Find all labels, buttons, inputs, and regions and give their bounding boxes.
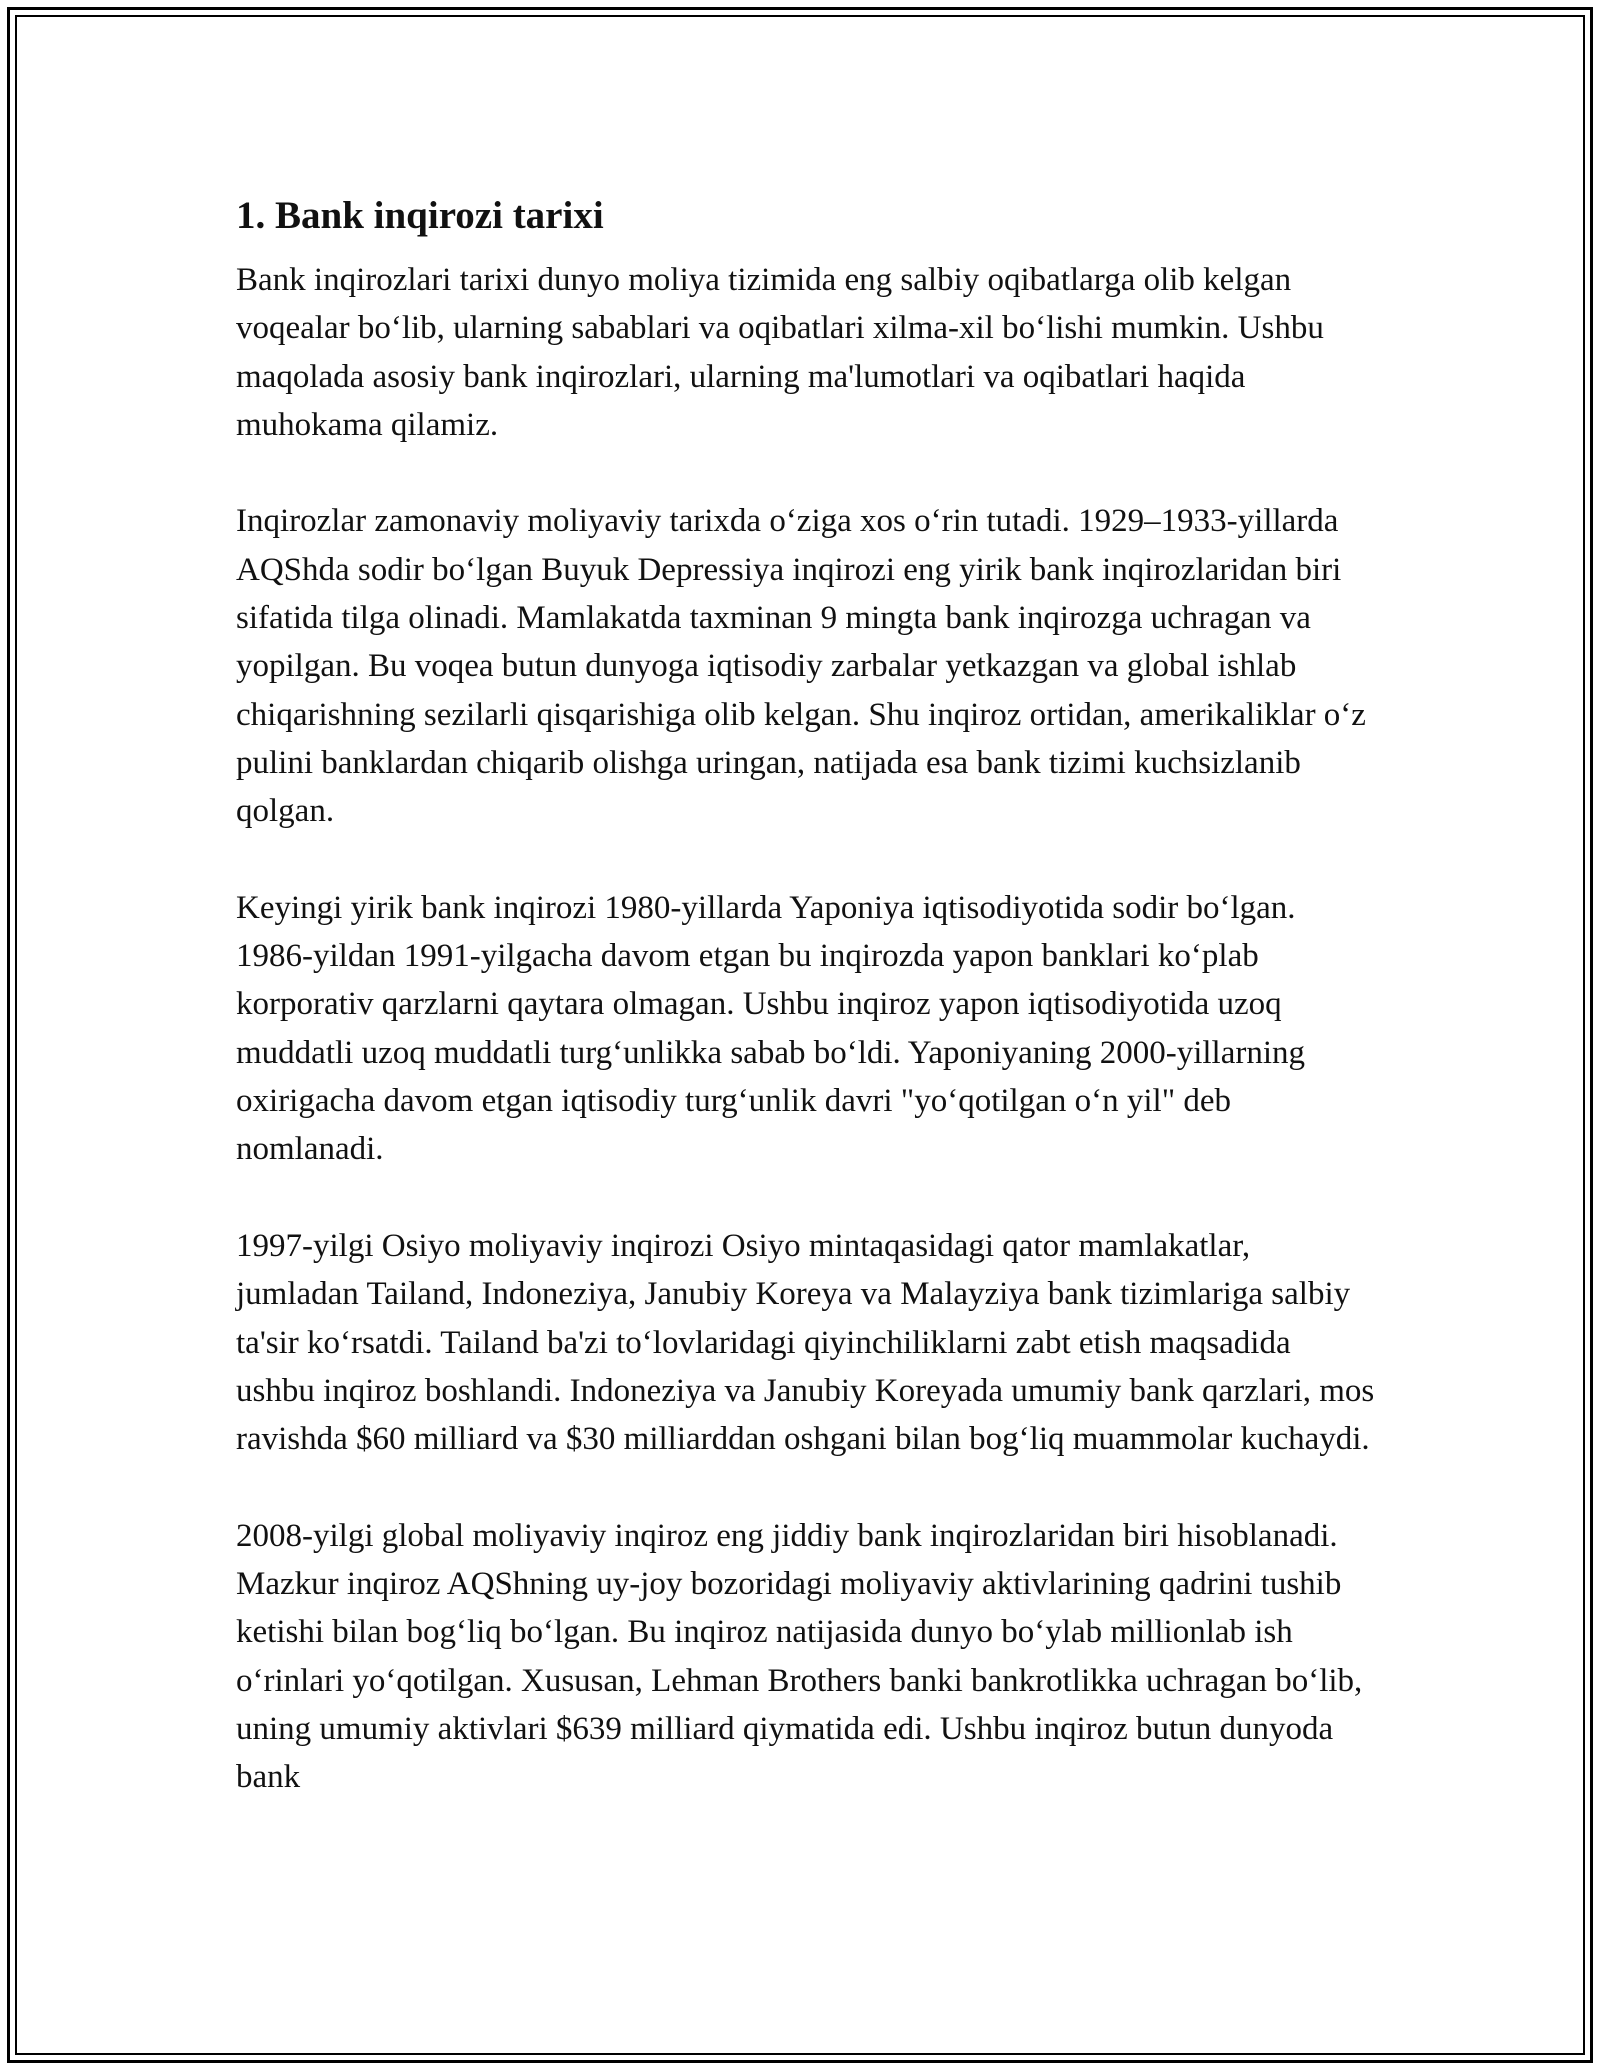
paragraph-great-depression: Inqirozlar zamonaviy moliyaviy tarixda o‘ziga xos o‘rin tutadi. 1929–1933-yillarda AQShda sodir bo‘lgan Buyuk Depressiya inqirozi eng yirik bank inqirozlaridan biri sifatida tilga olinadi. Mamlakatda taxminan 9 mingta bank inqirozga uchragan va yopilgan. Bu voqea butun dunyoga iqtisodiy zarbalar yetkazgan va global ishlab chiqarishning sezilarli qisqarishiga olib kelgan. Shu inqiroz ortidan, amerikaliklar o‘z pulini banklardan chiqarib olishga uringan, natijada esa bank tizimi kuchsizlanib qolgan. <box>236 503 1366 830</box>
paragraph-global-crisis-2008: 2008-yilgi global moliyaviy inqiroz eng jiddiy bank inqirozlaridan biri hisoblanadi. Mazkur inqiroz AQShning uy-joy bozoridagi moliyaviy aktivlarining qadrini tushib ketishi bilan bog‘liq bo‘lgan. Bu inqiroz natijasida dunyo bo‘ylab millionlab ish o‘rinlari yo‘qotilgan. Xususan, Lehman Brothers banki bankrotlikka uchragan bo‘lib, uning umumiy aktivlari $639 milliard qiymatida edi. Ushbu inqiroz butun dunyoda bank <box>236 1517 1363 1796</box>
paragraph-asian-crisis: 1997-yilgi Osiyo moliyaviy inqirozi Osiyo mintaqasidagi qator mamlakatlar, jumladan Tailand, Indoneziya, Janubiy Koreya va Malayziya bank tizimlariga salbiy ta'sir ko‘rsatdi. Tailand ba'zi to‘lovlaridagi qiyinchiliklarni zabt etish maqsadida ushbu inqiroz boshlandi. Indoneziya va Janubiy Koreyada umumiy bank qarzlari, mos ravishda $60 milliard va $30 milliarddan oshgani bilan bog‘liq muammolar kuchaydi. <box>236 1227 1375 1458</box>
section-heading: 1. Bank inqirozi tarixi <box>236 194 604 237</box>
paragraph-intro: Bank inqirozlari tarixi dunyo moliya tizimida eng salbiy oqibatlarga olib kelgan voqealar bo‘lib, ularning sabablari va oqibatlari xilma-xil bo‘lishi mumkin. Ushbu maqolada asosiy bank inqirozlari, ularning ma'lumotlari va oqibatlari haqida muhokama qilamiz. <box>236 262 1324 443</box>
document-body <box>236 186 1376 1850</box>
paragraph-japan-crisis: Keyingi yirik bank inqirozi 1980-yillarda Yaponiya iqtisodiyotida sodir bo‘lgan. 1986-yildan 1991-yilgacha davom etgan bu inqirozda yapon banklari ko‘plab korporativ qarzlarni qaytara olmagan. Ushbu inqiroz yapon iqtisodiyotida uzoq muddatli uzoq muddatli turg‘unlikka sabab bo‘ldi. Yaponiyaning 2000-yillarning oxirigacha davom etgan iqtisodiy turg‘unlik davri "yo‘qotilgan o‘n yil" deb nomlanadi. <box>236 889 1306 1168</box>
